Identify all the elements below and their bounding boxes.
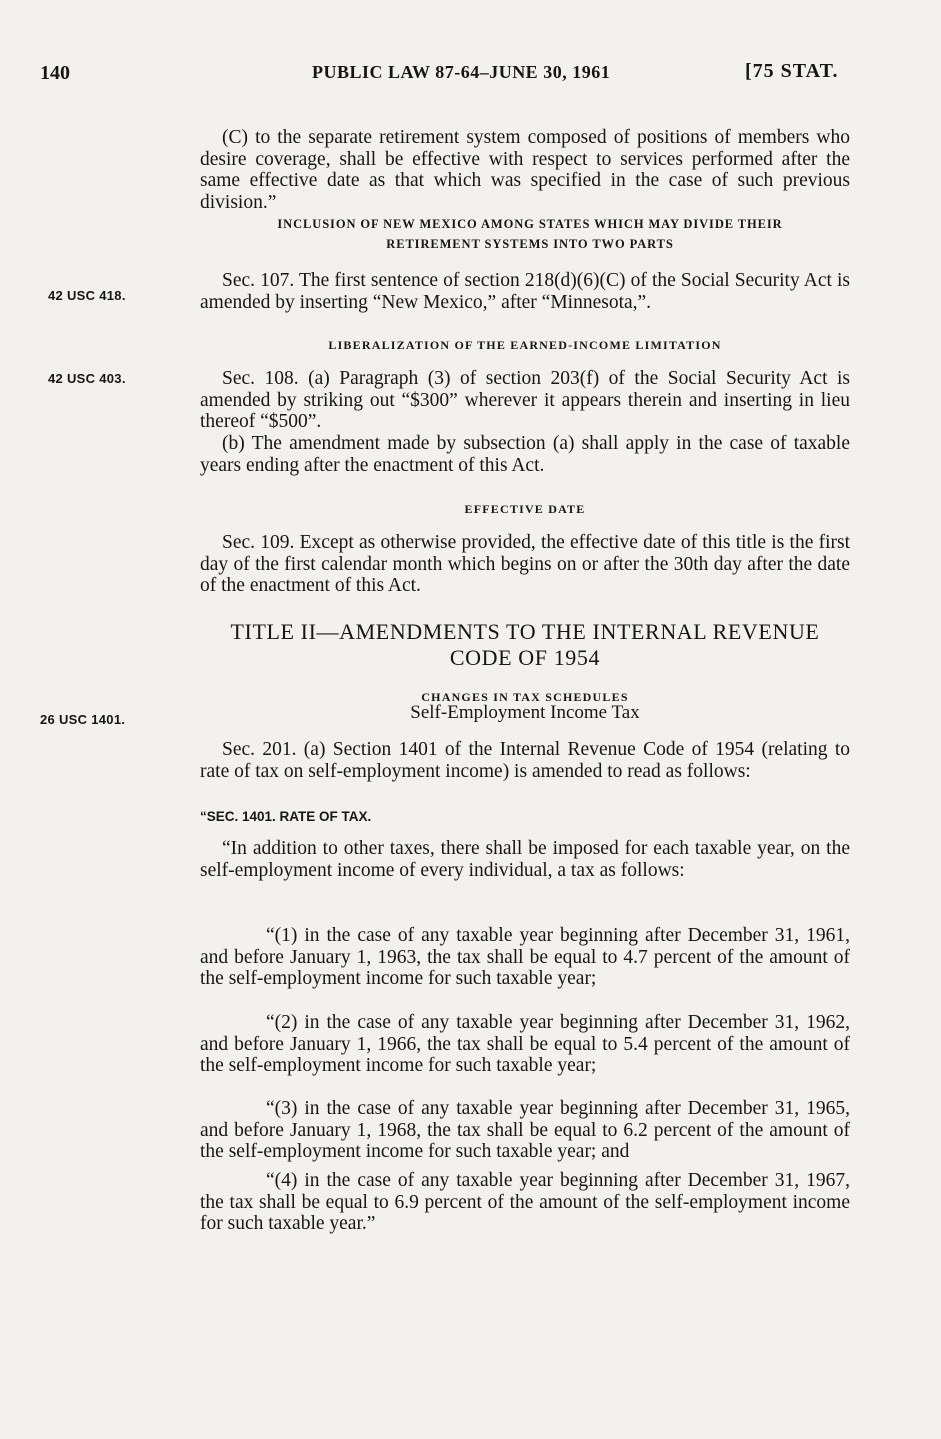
section-108-a: Sec. 108. (a) Paragraph (3) of section 203(f) of the Social Security Act is amended by striking out “$300” wherever it appears therein and inserting in lieu thereof “$500”.	[200, 368, 850, 432]
margin-note-42-usc-403: 42 USC 403.	[48, 371, 126, 386]
item-4: “(4) in the case of any taxable year beginning after December 31, 1967, the tax shall be equal to 6.9 percent of the amount of the self-employment income for such taxable year.”	[200, 1170, 850, 1234]
heading-changes-in-tax-schedules: CHANGES IN TAX SCHEDULES	[421, 690, 629, 704]
item-3: “(3) in the case of any taxable year beginning after December 31, 1965, and before January 1, 1968, the tax shall be equal to 6.2 percent of the amount of the self-employment income for such taxable year; and	[200, 1098, 850, 1162]
section-109: Sec. 109. Except as otherwise provided, the effective date of this title is the first day of the first calendar month which begins on or after the 30th day after the date of the enactment of this Act.	[200, 532, 850, 596]
section-201: Sec. 201. (a) Section 1401 of the Internal Revenue Code of 1954 (relating to rate of tax on self-employment income) is amended to read as follows:	[200, 739, 850, 782]
item-2: “(2) in the case of any taxable year beginning after December 31, 1962, and before January 1, 1966, the tax shall be equal to 5.4 percent of the amount of the self-employment income for such taxable year;	[200, 1012, 850, 1076]
item-1: “(1) in the case of any taxable year beginning after December 31, 1961, and before January 1, 1963, the tax shall be equal to 4.7 percent of the amount of the self-employment income for such taxable year;	[200, 925, 850, 989]
heading-effective-date: EFFECTIVE DATE	[464, 502, 586, 516]
section-107: Sec. 107. The first sentence of section 218(d)(6)(C) of the Social Security Act is amended by inserting “New Mexico,” after “Minnesota,”.	[200, 270, 850, 313]
running-title: PUBLIC LAW 87-64–JUNE 30, 1961	[312, 62, 611, 82]
margin-note-42-usc-418: 42 USC 418.	[48, 288, 126, 303]
self-employment-heading-text: Self-Employment Income Tax	[410, 702, 640, 723]
page-number: 140	[40, 62, 70, 84]
margin-note-26-usc-1401: 26 USC 1401.	[40, 712, 126, 727]
section-108-b: (b) The amendment made by subsection (a) shall apply in the case of taxable years ending after the enactment of this Act.	[200, 433, 850, 476]
statute-reference: [75 STAT.	[745, 60, 839, 82]
heading-inclusion-new-mexico: INCLUSION OF NEW MEXICO AMONG STATES WHICH MAY DIVIDE THEIR RETIREMENT SYSTEMS INTO TWO PARTS	[277, 217, 783, 251]
title-ii-heading: TITLE II—AMENDMENTS TO THE INTERNAL REVENUE CODE OF 1954	[230, 619, 820, 670]
section-1401-heading: “SEC. 1401. RATE OF TAX.	[200, 809, 372, 824]
heading-liberalization: LIBERALIZATION OF THE EARNED-INCOME LIMITATION	[328, 338, 722, 352]
section-1401-intro: “In addition to other taxes, there shall be imposed for each taxable year, on the self-employment income of every individual, a tax as follows:	[200, 838, 850, 881]
paragraph-c: (C) to the separate retirement system composed of positions of members who desire coverage, shall be effective with respect to services performed after the same effective date as that which was specified in the case of such previous division.”	[200, 127, 850, 213]
